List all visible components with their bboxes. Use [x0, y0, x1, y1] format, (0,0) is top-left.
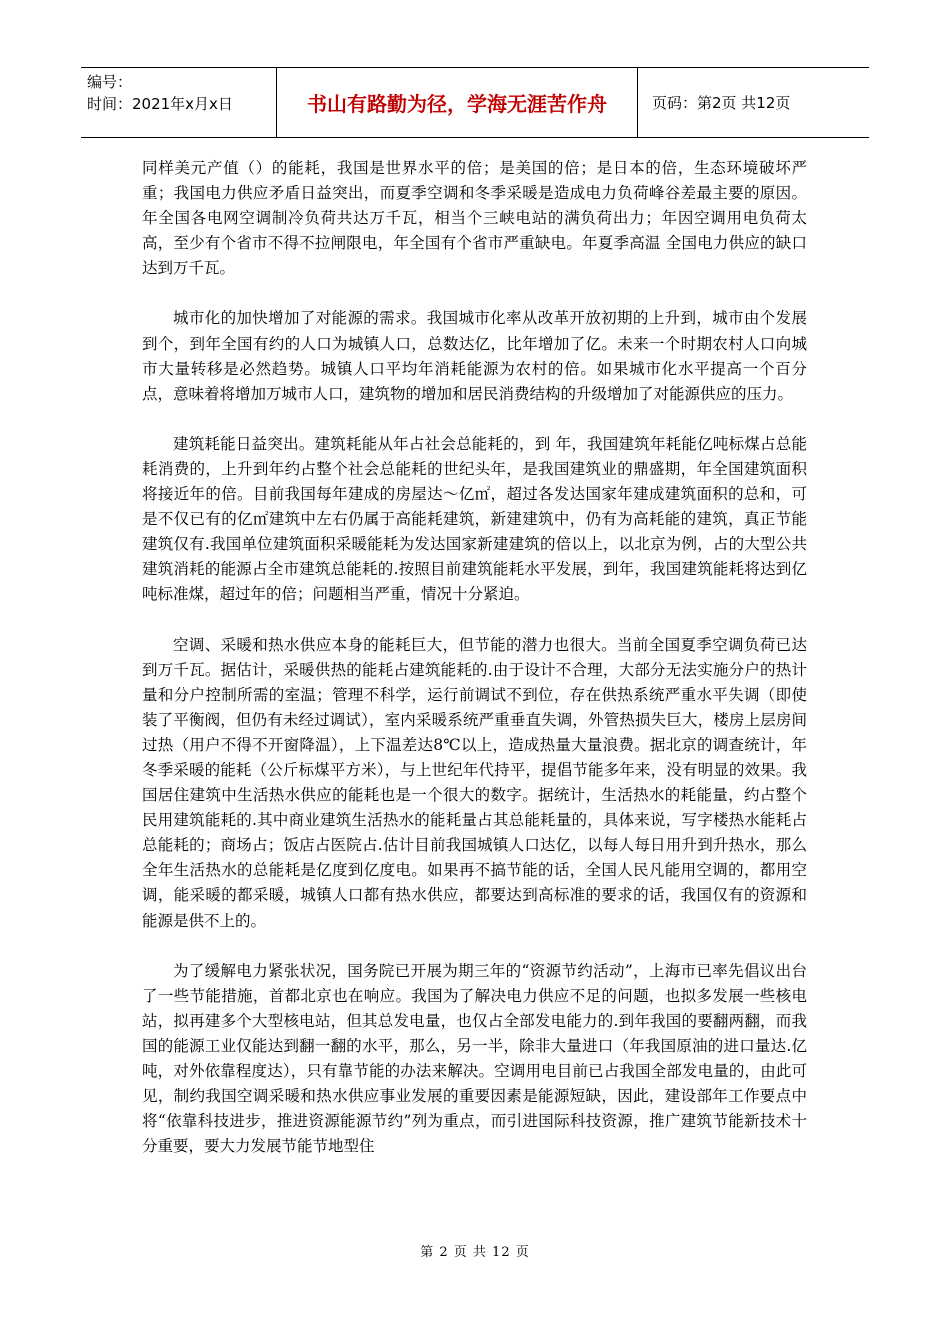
header-page-info: 页码：第2页 共12页	[652, 94, 791, 112]
document-number-label: 编号：	[87, 73, 133, 91]
page-header	[81, 67, 869, 138]
paragraph-1: 同样美元产值（）的能耗，我国是世界水平的倍；是美国的倍；是日本的倍，生态环境破坏严重；我国电力供应矛盾日益突出，而夏季空调和冬季采暖是造成电力负荷峰谷差最主要的原因。年全国各电网空调制冷负荷共达万千瓦，相当个三峡电站的满负荷出力；年因空调用电负荷太高，至少有个省市不得不拉闸限电，年全国有个省市严重缺电。年夏季高温 全国电力供应的缺口达到万千瓦。	[142, 159, 807, 278]
page-footer: 第 2 页 共 12 页	[420, 1245, 530, 1260]
header-meta	[81, 68, 277, 137]
document-body	[142, 156, 807, 1184]
paragraph-4: 空调、采暖和热水供应本身的能耗巨大，但节能的潜力也很大。当前全国夏季空调负荷已达到万千瓦。据估计，采暖供热的能耗占建筑能耗的.由于设计不合理，大部分无法实施分户的热计量和分户控制所需的室温；管理不科学，运行前调试不到位，存在供热系统严重水平失调（即使装了平衡阀，但仍有未经过调试），室内采暖系统严重垂直失调，外管热损失巨大，楼房上层房间过热（用户不得不开窗降温），上下温差达8℃以上，造成热量大量浪费。据北京的调查统计，年冬季采暖的能耗（公斤标煤平方米），与上世纪年代持平，提倡节能多年来，没有明显的效果。我国居住建筑中生活热水供应的能耗也是一个很大的数字。据统计，生活热水的耗能量，约占整个民用建筑能耗的.其中商业建筑生活热水的能耗量占其总能耗量的，具体来说，写字楼热水能耗占总能耗的；商场占；饭店占医院占.估计目前我国城镇人口达亿，以每人每日用升到升热水，那么全年生活热水的总能耗是亿度到亿度电。如果再不搞节能的话，全国人民凡能用空调的，都用空调，能采暖的都采暖，城镇人口都有热水供应，都要达到高标准的要求的话，我国仅有的资源和能源是供不上的。	[142, 635, 807, 930]
document-date: 时间：2021年x月x日	[87, 95, 233, 113]
paragraph-3: 建筑耗能日益突出。建筑耗能从年占社会总能耗的，到 年，我国建筑年耗能亿吨标煤占总能耗消费的，上升到年约占整个社会总能耗的世纪头年，是我国建筑业的鼎盛期，年全国建筑面积将接近年的倍。目前我国每年建成的房屋达～亿㎡，超过各发达国家年建成建筑面积的总和，可是不仅已有的亿㎡建筑中左右仍属于高能耗建筑，新建建筑中，仍有为高耗能的建筑，真正节能建筑仅有.我国单位建筑面积采暖能耗为发达国家新建建筑的倍以上，以北京为例，占的大型公共建筑消耗的能源占全市建筑总能耗的.按照目前建筑能耗水平发展，到年，我国建筑能耗将达到亿吨标准煤，超过年的倍；问题相当严重，情况十分紧迫。	[142, 434, 807, 604]
paragraph-5: 为了缓解电力紧张状况，国务院已开展为期三年的“资源节约活动”，上海市已率先倡议出台了一些节能措施，首都北京也在响应。我国为了解决电力供应不足的问题，也拟多发展一些核电站，拟再建多个大型核电站，但其总发电量，也仅占全部发电能力的.到年我国的要翻两翻，而我国的能源工业仅能达到翻一翻的水平，那么，另一半，除非大量进口（年我国原油的进口量达.亿吨，对外依靠程度达），只有靠节能的办法来解决。空调用电目前已占我国全部发电量的，由此可见，制约我国空调采暖和热水供应事业发展的重要因素是能源短缺，因此，建设部年工作要点中将“依靠科技进步，推进资源能源节约”列为重点，而引进国际科技资源，推广建筑节能新技术十分重要，要大力发展节能节地型住	[142, 961, 807, 1156]
header-slogan: 书山有路勤为径，学海无涯苦作舟	[277, 68, 638, 137]
paragraph-2: 城市化的加快增加了对能源的需求。我国城市化率从改革开放初期的上升到，城市由个发展到个，到年全国有约的人口为城镇人口，总数达亿，比年增加了亿。未来一个时期农村人口向城市大量转移是必然趋势。城镇人口平均年消耗能源为农村的倍。如果城市化水平提高一个百分点，意味着将增加万城市人口，建筑物的增加和居民消费结构的升级增加了对能源供应的压力。	[142, 309, 807, 403]
